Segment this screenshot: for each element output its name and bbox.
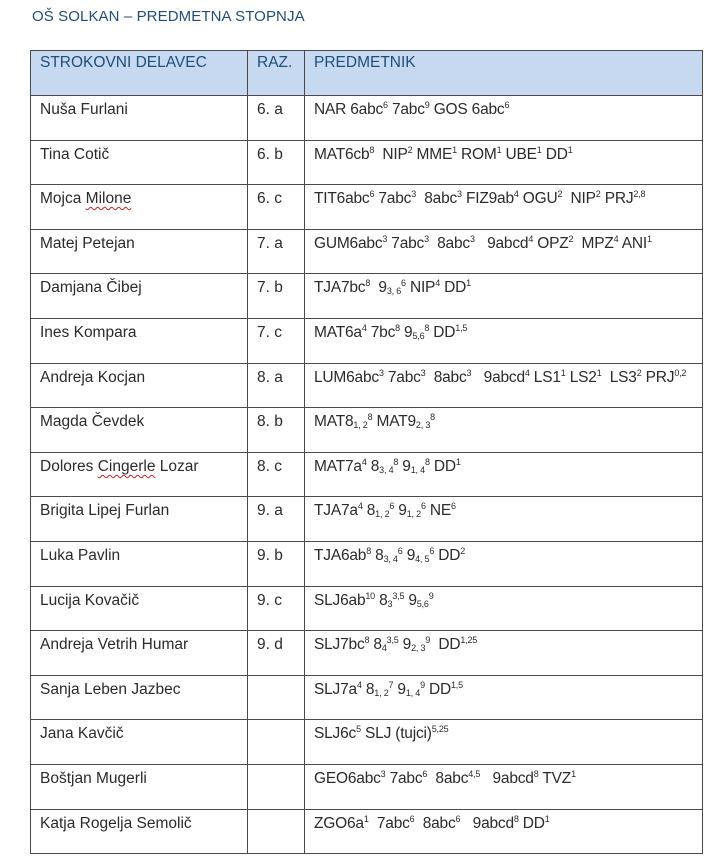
subject-text: DD (430, 636, 461, 654)
table-row (31, 631, 703, 676)
subject-supscript: 6 (429, 545, 435, 556)
class-label (248, 675, 305, 720)
teacher-name: Boštjan Mugerli (31, 764, 248, 809)
subject-supscript: 3 (457, 189, 462, 200)
subject-supscript: 10 (365, 590, 375, 601)
subject-text: 7bc (366, 323, 396, 341)
spellcheck-underline: Cingerle (97, 457, 156, 475)
subjects-cell (305, 586, 703, 631)
class-label: 6. c (248, 185, 305, 230)
subject-text: 8 (371, 546, 384, 564)
subject-subscript: 3 (387, 598, 393, 609)
subject-text: DD (440, 279, 467, 297)
subject-text: ANI (618, 234, 647, 252)
subject-supscript: 3 (469, 233, 475, 244)
table-header-row (31, 51, 703, 96)
class-label: 8. a (248, 363, 305, 408)
subject-supscript: 1 (560, 367, 566, 378)
table-row (31, 452, 703, 497)
subject-text: 7abc (368, 814, 410, 832)
subject-supscript: 8 (369, 144, 375, 155)
subject-text: FIZ9ab (461, 190, 514, 208)
class-label (248, 720, 305, 765)
class-label (248, 764, 305, 809)
subject-supscript: 3 (378, 367, 384, 378)
subject-supscript: 4 (435, 278, 441, 289)
class-label: 7. c (248, 318, 305, 363)
table-row (31, 497, 703, 542)
subject-text: UBE (501, 145, 537, 163)
class-label: 7. b (248, 274, 305, 319)
subject-supscript: 1 (466, 278, 471, 289)
subject-supscript: 1 (567, 144, 573, 155)
subjects-cell (305, 185, 703, 230)
subject-supscript: 2 (407, 144, 413, 155)
subject-text: NE (425, 502, 451, 520)
teacher-name: Mojca Milone (31, 185, 248, 230)
subject-supscript: 1 (455, 456, 461, 467)
subjects-cell (305, 229, 703, 274)
subject-subscript: 2, 3 (411, 643, 426, 654)
subject-supscript: 3 (424, 233, 429, 244)
subject-supscript: 8 (367, 412, 373, 423)
subjects-cell (305, 96, 703, 141)
subject-text: OPZ (533, 234, 569, 252)
subject-text: DD (429, 457, 456, 475)
class-label: 9. d (248, 631, 305, 676)
class-label: 6. a (248, 96, 305, 141)
teacher-name: Andreja Vetrih Humar (31, 631, 248, 676)
subject-text: 9abcd (480, 769, 534, 787)
class-label: 7. a (248, 229, 305, 274)
teacher-name: Matej Petejan (31, 229, 248, 274)
subject-supscript: 4 (613, 233, 619, 244)
subject-text: 9 (399, 323, 413, 341)
subject-supscript: 8 (364, 635, 370, 646)
subject-supscript: 6 (409, 813, 415, 824)
subject-supscript: 8 (430, 412, 435, 423)
subject-supscript: 9 (424, 100, 430, 110)
subject-text: 9abcd (471, 368, 525, 386)
teacher-name: Ines Kompara (31, 318, 248, 363)
table-row (31, 586, 703, 631)
subject-subscript: 1, 2 (406, 509, 421, 520)
subject-text: LS1 (529, 368, 561, 386)
subject-text: TJA6ab (314, 546, 367, 564)
subject-subscript: 1, 4 (410, 464, 425, 475)
subject-supscript: 1,25 (460, 635, 478, 646)
subject-supscript: 4 (524, 367, 530, 378)
subject-supscript: 6 (401, 278, 406, 289)
subject-text: 9abcd (460, 814, 514, 832)
subject-subscript: 3, 6 (386, 286, 402, 297)
subject-supscript: 9 (420, 679, 425, 690)
subject-text: 8 (375, 591, 388, 609)
subject-supscript: 6 (389, 501, 395, 512)
subject-text: MAT6cb (314, 145, 370, 163)
subject-text: MPZ (573, 234, 614, 252)
subject-text: SLJ7a (314, 680, 357, 698)
subject-text: 7abc (387, 234, 425, 252)
subject-text: DD (518, 814, 545, 832)
subject-supscript: 4,5 (468, 768, 481, 779)
subject-supscript: 2 (595, 189, 601, 200)
subject-supscript: 6 (397, 545, 403, 556)
table-row (31, 363, 703, 408)
subject-text: MAT8 (314, 413, 354, 431)
subject-text: 9 (398, 457, 411, 475)
subject-text: NIP (562, 190, 596, 208)
subject-supscript: 8 (533, 768, 539, 779)
table-row (31, 140, 703, 185)
header-subjects: PREDMETNIK (305, 51, 703, 96)
subjects-cell (305, 140, 703, 185)
subject-text: ROM (456, 145, 497, 163)
subject-text: ZGO6a (314, 814, 364, 832)
subject-subscript: 1, 4 (405, 687, 421, 698)
subjects-cell (305, 631, 703, 676)
subject-text: 8 (362, 502, 376, 520)
subject-text: 8abc (414, 814, 456, 832)
subjects-cell (305, 452, 703, 497)
subject-text: SLJ7bc (314, 636, 365, 654)
subject-supscript: 6 (422, 768, 428, 779)
subject-text: DD (424, 680, 451, 698)
subject-text: 7abc (374, 190, 412, 208)
teachers-table (30, 50, 703, 854)
subject-text: GEO6abc (314, 769, 381, 787)
subject-text: PRJ (641, 368, 675, 386)
subject-subscript: 4, 5 (415, 553, 430, 564)
subject-supscript: 3 (382, 233, 388, 244)
subject-supscript: 1 (363, 813, 369, 824)
subject-text: 9 (370, 279, 387, 297)
subject-supscript: 3 (466, 367, 472, 378)
subject-supscript: 7 (388, 679, 394, 690)
subject-text: 7abc (383, 368, 421, 386)
class-label: 8. c (248, 452, 305, 497)
subject-text: TJA7bc (314, 279, 366, 297)
subject-supscript: 3,5 (386, 635, 399, 646)
subject-supscript: 0,2 (674, 367, 687, 378)
table-row (31, 185, 703, 230)
subject-text: 8abc (425, 368, 467, 386)
table-row (31, 96, 703, 141)
spellcheck-underline: Milone (85, 190, 132, 208)
subject-supscript: 8 (424, 456, 430, 467)
subject-text: TJA7a (314, 502, 358, 520)
subject-text: LS2 (565, 368, 597, 386)
subject-text: MAT6a (314, 323, 362, 341)
subject-text: DD (434, 546, 461, 564)
subject-supscript: 1,5 (450, 679, 463, 690)
subject-supscript: 1,5 (455, 322, 468, 333)
subject-subscript: 1, 2 (353, 420, 368, 431)
table-row (31, 809, 703, 854)
subject-supscript: 8 (366, 545, 372, 556)
subjects-cell (305, 274, 703, 319)
subjects-cell (305, 720, 703, 765)
subject-text: OGU (518, 190, 558, 208)
class-label: 6. b (248, 140, 305, 185)
subject-text: 9 (393, 680, 406, 698)
class-label: 9. c (248, 586, 305, 631)
subject-text: SLJ (tujci) (360, 725, 432, 743)
subject-supscript: 5 (356, 724, 361, 735)
subject-text: 9 (402, 546, 416, 564)
subject-text: 8abc (428, 234, 470, 252)
subject-text: DD (429, 323, 456, 341)
subjects-cell (305, 363, 703, 408)
subjects-cell (305, 809, 703, 854)
subject-text: 8abc (416, 190, 458, 208)
subject-text: GOS 6abc (429, 101, 505, 118)
subject-supscript: 9 (428, 590, 434, 601)
subject-text: SLJ6c (314, 725, 357, 743)
teacher-name: Andreja Kocjan (31, 363, 248, 408)
teacher-name: Sanja Leben Jazbec (31, 675, 248, 720)
subject-text: LUM6abc (314, 368, 379, 386)
subject-supscript: 1 (496, 144, 502, 155)
subject-text: 7abc (385, 769, 423, 787)
teacher-name: Jana Kavčič (31, 720, 248, 765)
table-row (31, 408, 703, 453)
subject-supscript: 1 (571, 768, 576, 779)
subject-supscript: 2 (636, 367, 642, 378)
subject-text: 9abcd (474, 234, 529, 252)
header-teacher: STROKOVNI DELAVEC (31, 51, 248, 96)
subject-subscript: 3, 4 (379, 464, 394, 475)
subject-subscript: 2, 3 (415, 420, 431, 431)
subject-supscript: 9 (425, 635, 431, 646)
subject-subscript: 5,6 (412, 330, 425, 341)
subject-supscript: 2 (557, 189, 563, 200)
subject-text: NIP (405, 279, 436, 297)
table-body (31, 96, 703, 854)
subject-supscript: 1 (452, 144, 457, 155)
subject-supscript: 3 (411, 189, 417, 200)
subjects-cell (305, 541, 703, 586)
subject-supscript: 4 (357, 501, 363, 512)
table-row (31, 720, 703, 765)
subject-subscript: 1, 2 (374, 687, 389, 698)
subject-supscript: 6 (504, 100, 510, 110)
subject-text: LS3 (601, 368, 637, 386)
teacher-name: Tina Cotič (31, 140, 248, 185)
subject-supscript: 6 (369, 189, 375, 200)
subject-text: 8 (361, 680, 375, 698)
subject-supscript: 2,8 (633, 189, 646, 200)
subject-supscript: 1 (596, 367, 602, 378)
subject-supscript: 8 (365, 278, 371, 289)
table-row (31, 274, 703, 319)
subject-supscript: 8 (513, 813, 519, 824)
teacher-name: Damjana Čibej (31, 274, 248, 319)
subject-supscript: 1 (646, 233, 652, 244)
subject-supscript: 3 (380, 768, 386, 779)
subject-supscript: 2 (568, 233, 574, 244)
subject-text: MAT9 (372, 413, 416, 431)
subjects-cell (305, 318, 703, 363)
subject-text: 9 (404, 591, 417, 609)
subject-text: 8abc (427, 769, 469, 787)
subject-supscript: 4 (528, 233, 534, 244)
subject-supscript: 4 (513, 189, 519, 200)
table-row (31, 675, 703, 720)
teacher-name: Lucija Kovačič (31, 586, 248, 631)
class-label (248, 809, 305, 854)
subject-subscript: 5,6 (416, 598, 429, 609)
subject-text: MME (412, 145, 453, 163)
subject-text: NIP (374, 145, 408, 163)
subject-text: TVZ (538, 769, 572, 787)
teacher-name: Katja Rogelja Semolič (31, 809, 248, 854)
subject-supscript: 4 (361, 456, 367, 467)
subject-subscript: 4 (381, 643, 387, 654)
subject-text: DD (541, 145, 568, 163)
subject-supscript: 1 (536, 144, 542, 155)
subject-text: 8 (366, 457, 380, 475)
teacher-name: Luka Pavlin (31, 541, 248, 586)
subject-text: NAR 6abc (314, 101, 384, 118)
subject-text: MAT7a (314, 457, 362, 475)
subject-supscript: 4 (356, 679, 362, 690)
class-label: 9. b (248, 541, 305, 586)
teacher-name: Magda Čevdek (31, 408, 248, 453)
subject-supscript: 3 (420, 367, 426, 378)
subjects-cell (305, 497, 703, 542)
subject-supscript: 1 (544, 813, 550, 824)
subject-supscript: 8 (395, 322, 400, 333)
subject-supscript: 6 (455, 813, 461, 824)
subjects-cell (305, 764, 703, 809)
subject-supscript: 4 (361, 322, 367, 333)
subject-text: PRJ (600, 190, 634, 208)
subject-subscript: 1, 2 (375, 509, 390, 520)
document-title: OŠ SOLKAN – PREDMETNA STOPNJA (32, 8, 305, 25)
subject-supscript: 8 (424, 322, 430, 333)
subject-text: GUM6abc (314, 234, 383, 252)
subject-supscript: 3,5 (392, 590, 405, 601)
teacher-name: Dolores Cingerle Lozar (31, 452, 248, 497)
header-class: RAZ. (248, 51, 305, 96)
subject-supscript: 6 (383, 100, 388, 110)
class-label: 8. b (248, 408, 305, 453)
subject-text: 8 (369, 636, 382, 654)
teacher-name: Nuša Furlani (31, 96, 248, 141)
subject-supscript: 8 (393, 456, 399, 467)
subject-text: 7abc (387, 101, 425, 118)
subject-text: TIT6abc (314, 190, 370, 208)
table-row (31, 541, 703, 586)
table-row (31, 229, 703, 274)
table-row (31, 764, 703, 809)
subject-text: 9 (394, 502, 407, 520)
subject-supscript: 6 (420, 501, 426, 512)
subject-supscript: 6 (451, 501, 456, 512)
subjects-cell (305, 675, 703, 720)
table-row (31, 318, 703, 363)
subjects-cell (305, 408, 703, 453)
subject-text: 9 (398, 636, 412, 654)
subject-text: SLJ6ab (314, 591, 366, 609)
subject-subscript: 3, 4 (383, 553, 398, 564)
class-label: 9. a (248, 497, 305, 542)
subject-supscript: 2 (460, 545, 466, 556)
teacher-name: Brigita Lipej Furlan (31, 497, 248, 542)
subject-supscript: 5,25 (431, 724, 449, 735)
